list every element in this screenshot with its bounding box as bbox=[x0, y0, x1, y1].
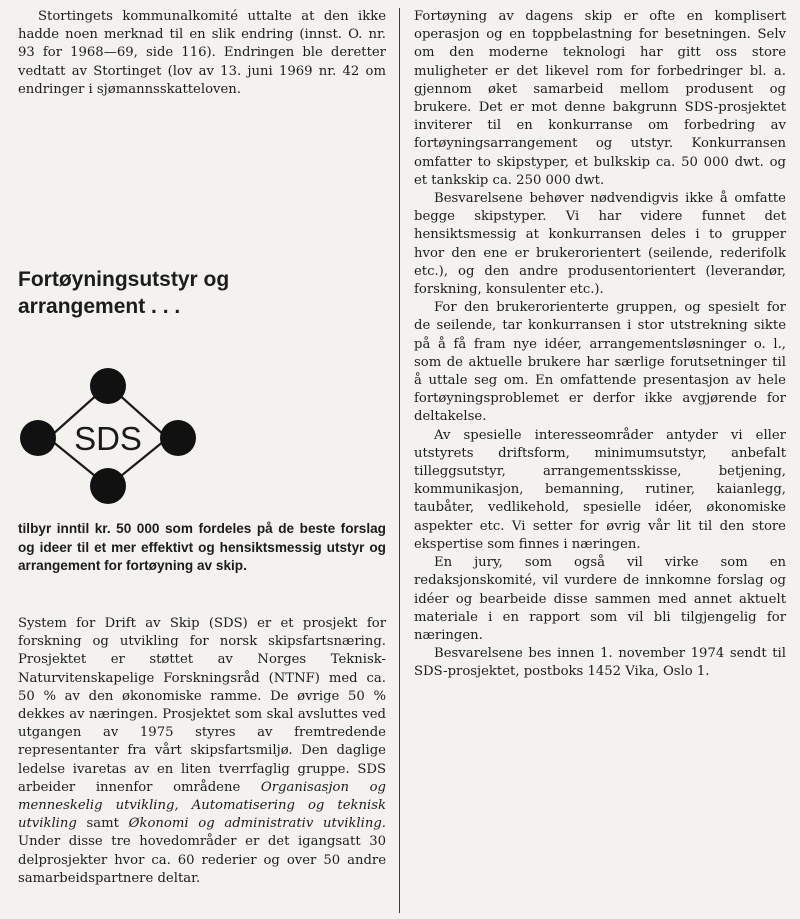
sds-logo bbox=[18, 356, 198, 506]
column-divider bbox=[399, 8, 400, 913]
lead-text: tilbyr inntil kr. 50 000 som fordeles på de beste forslag og ideer til et mer effektivt og hensiktsmessig utstyr og arrangement for fortøyning av skip. bbox=[18, 521, 386, 574]
right-paragraph-3: For den brukerorienterte gruppen, og spesielt for de seilende, tar konkurransen i stor utstrekning sikte på å få fram nye idéer, arrangementsløsninger o. l., som de aktuelle brukere har særlige forutsetninger til å uttale seg om. En omfattende presentasjon av hele fortøyningsproblemet er derfor ikke avgjørende for deltakelse. bbox=[414, 300, 786, 425]
right-column bbox=[414, 8, 786, 682]
logo-dot-right bbox=[160, 420, 196, 456]
body-part-2: samt bbox=[76, 816, 129, 832]
body-part-3: Under disse tre hovedområder er det igangsatt 30 delprosjekter hvor ca. 60 rederier og over 50 andre samarbeidspartnere deltar. bbox=[18, 834, 386, 886]
right-paragraph-2: Besvarelsene behøver nødvendigvis ikke å omfatte begge skipstyper. Vi har videre funnet det hensiktsmessig at konkurransen deles i to grupper hvor den ene er brukerorientert (seilende, rederifolk etc.), og den andre produsentorientert (leverandør, forskning, konsulenter etc.). bbox=[414, 191, 786, 298]
body-area-2: Økonomi og administrativ utvikling. bbox=[128, 816, 386, 832]
right-paragraph-1: Fortøyning av dagens skip er ofte en komplisert operasjon og en toppbelastning for besetningen. Selv om den moderne teknologi har gitt oss store muligheter er det likevel rom for forbedringer bl. a. gjennom øket samarbeid mellom produsent og brukere. Det er mot denne bakgrunn SDS-prosjektet inviterer til en konkurranse om forbedring av fortøyningsarrangement og utstyr. Konkurransen omfatter to skipstyper, et bulkskip ca. 50 000 dwt. og et tankskip ca. 250 000 dwt. bbox=[414, 9, 786, 188]
logo-dot-top bbox=[90, 368, 126, 404]
logo-dot-bottom bbox=[90, 468, 126, 504]
intro-paragraph-block bbox=[18, 8, 386, 99]
right-paragraph-5: En jury, som også vil virke som en redaksjonskomité, vil vurdere de innkomne forslag og idéer og bearbeide disse sammen med annet aktuelt materiale i en rapport som vil bli tilgjengelig for næringen. bbox=[414, 555, 786, 643]
intro-paragraph: Stortingets kommunalkomité uttalte at den ikke hadde noen merknad til en slik endring (innst. O. nr. 93 for 1968—69, side 116). Endringen ble deretter vedtatt av Stortinget (lov av 13. juni 1969 nr. 42 om endringer i sjømannsskatteloven. bbox=[18, 9, 386, 97]
body-area-1: Organisasjon og menneskelig utvikling, Automatisering og teknisk utvikling bbox=[18, 779, 387, 832]
logo-dot-left bbox=[20, 420, 56, 456]
right-paragraph-6: Besvarelsene bes innen 1. november 1974 sendt til SDS-prosjektet, postboks 1452 Vika, Oslo 1. bbox=[414, 646, 786, 680]
left-body-block bbox=[18, 615, 386, 888]
logo-text: SDS bbox=[74, 420, 142, 457]
heading-line-1: Fortøyningsutstyr og bbox=[18, 268, 230, 291]
heading-line-2: arrangement . . . bbox=[18, 295, 181, 318]
body-part-1: System for Drift av Skip (SDS) er et prosjekt for forskning og utvikling for norsk skipsfartsnæring. Prosjektet er støttet av Norges Teknisk-Naturvitenskapelige Forskningsråd (NTNF) med ca. 50 % av den økonomiske ramme. De øvrige 50 % dekkes av næringen. Prosjektet som skal avsluttes ved utgangen av 1975 styres av fremtredende representanter fra vårt skipsfartsmiljø. Den daglige ledelse ivaretas av en liten tverrfaglig gruppe. SDS arbeider innenfor områdene bbox=[18, 616, 386, 795]
left-body-paragraph bbox=[18, 615, 386, 888]
section-heading bbox=[18, 266, 229, 320]
right-paragraph-4: Av spesielle interesseområder antyder vi eller utstyrets driftsform, minimumsutstyr, anbefalt tilleggsutstyr, arrangementsskisse, betjening, kommunikasjon, bemanning, rutiner, kaianlegg, taubåter, vedlikehold, spesielle idéer, økonomiske aspekter etc. Vi setter for øvrig vår lit til den store ekspertise som finnes i næringen. bbox=[414, 427, 786, 552]
